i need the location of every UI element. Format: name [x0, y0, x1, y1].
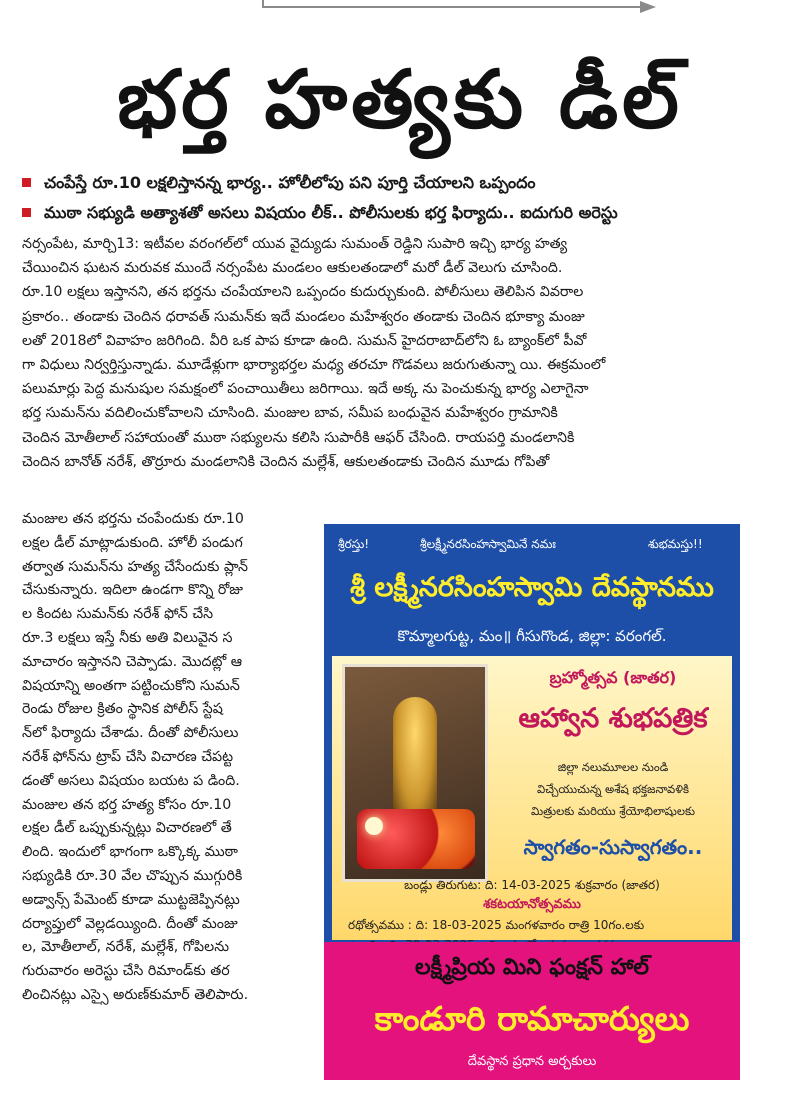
ad-event: బండ్లు తిరుగుట: ది: 14-03-2025 శుక్రవారం (జాతర) — [404, 878, 660, 892]
article-line: చెందిన బానోత్ నరేశ్, తొర్రూరు మండలానికి చెందిన మల్లేశ్, ఆకులతండాకు చెందిన మూడు గోపితో — [22, 453, 550, 470]
headline: భర్త హత్యకు డీల్ — [117, 52, 683, 146]
subheadline-text: చంపేస్తే రూ.10 లక్షలిస్తానన్న భార్య.. హోలీలోపు పని పూర్తి చేయాలని ఒప్పందం — [44, 173, 536, 192]
subheadline-2 — [20, 198, 790, 228]
article-line: నర్సంపేట, మార్చి13: ఇటీవల వరంగల్‌లో యువ వైద్యుడు సుమంత్ రెడ్డిని సుపారి ఇచ్చి భార్య హత్య — [22, 236, 568, 252]
rule-line — [262, 6, 642, 8]
article-line: గా విధులు నిర్వర్తిస్తున్నాడు. మూడేళ్లుగా భార్యాభర్తల మధ్య తరచూ గొడవలు జరుగుతున్నా యి. ఈక్రమంలో — [22, 357, 606, 374]
page-top-rule — [0, 0, 800, 18]
article-line: లక్షల డీల్ మాట్లాడుకుంది. హోలీ పండుగ — [22, 534, 243, 551]
bullet-square-icon — [22, 178, 31, 187]
article-line: మంజుల తన భర్త హత్య కోసం రూ.10 — [22, 796, 232, 813]
article-line: ప్రకారం.. తండాకు చెందిన ధరావత్ సుమన్‌కు ఇదే మండలం మహేశ్వరం తండాకు చెందిన భూక్యా మంజు — [22, 308, 585, 325]
subheadlines — [20, 168, 790, 228]
article-line: మాచారం ఇస్తానని చెప్పాడు. మొదట్లో ఆ — [22, 653, 243, 670]
ad-temple-name: శ్రీ లక్ష్మీనరసింహస్వామి దేవస్థానము — [350, 572, 714, 603]
article-line: చేయించిన ఘటన మరువక ముందే నర్సంపేట మండలం ఆకులతండాలో మరో డీల్ వెలుగు చూసింది. — [22, 260, 563, 277]
ad-event: రథోత్సవము : ది: 18-03-2025 మంగళవారం రాత్రి 10గం.లకు — [348, 918, 645, 932]
article-line: అడ్వాన్స్ పేమెంట్ కూడా ముట్టజెప్పినట్లు — [22, 891, 240, 908]
article-body-column — [22, 508, 310, 1008]
article-line: భర్త సుమన్‌ను వదిలించుకోవాలని చూసింది. మంజుల బావ, సమీప బంధువైన మహేశ్వరం గ్రామానికి — [22, 405, 558, 422]
arrow-right-icon — [640, 1, 656, 13]
ad-welcome-line: జిల్లా నలుమూలల నుండి — [557, 760, 669, 774]
article-line: రూ.10 లక్షలు ఇస్తానని, తన భర్తను చంపేయాలని ఒప్పందం కుదుర్చుకుంది. పోలీసులు తెలిపిన వివరాల — [22, 284, 584, 301]
subheadline-1 — [20, 168, 790, 198]
ad-top-right: శుభమస్తు!! — [648, 537, 703, 551]
deity-photo — [342, 664, 488, 882]
ad-top-center: శ్రీలక్ష్మీనరసింహస్వామినే నమః — [420, 537, 556, 551]
ad-welcome-line: విచ్చేయుచున్న అశేష భక్తజనావళికి — [537, 782, 689, 796]
article-line: సభ్యుడికి రూ.30 వేల చొప్పున ముగ్గురికి — [22, 867, 243, 884]
article-line: లింది. ఇందులో భాగంగా ఒక్కొక్క ముఠా — [22, 844, 238, 861]
temple-advertisement — [324, 524, 740, 1080]
bullet-square-icon — [22, 208, 31, 217]
ad-priest-role: దేవస్థాన ప్రధాన అర్చకులు — [467, 1054, 597, 1069]
deity-idol-icon — [393, 697, 437, 817]
article-line: డంతో అసలు విషయం బయట ప డింది. — [22, 772, 240, 789]
article-line: లతో 2018లో వివాహం జరిగింది. వీరి ఒక పాప కూడా ఉంది. సుమన్ హైదరాబాద్‌లోని ఓ బ్యాంక్‌లో పీవో — [22, 332, 587, 349]
article-line: ల కిందట సుమన్‌కు నరేశ్ ఫోన్ చేసి — [22, 606, 214, 623]
ad-welcome-line: మిత్రులకు మరియు శ్రేయోభిలాషులకు — [531, 804, 695, 818]
lamp-icon — [365, 817, 383, 835]
ad-invitation-title: ఆహ్వాన శుభపత్రిక — [518, 703, 708, 734]
article-line: చెందిన మోతీలాల్ సహాయంతో ముఠా సభ్యులను కలిసి సుపారీకి ఆఫర్ చేసింది. రాయపర్తి మండలానికి — [22, 429, 575, 446]
article-line: న్‌లో ఫిర్యాదు చేశాడు. దీంతో పోలీసులు — [22, 725, 239, 742]
article-line: నరేశ్ ఫోన్‌ను ట్రాప్ చేసి విచారణ చేపట్ట — [22, 748, 234, 765]
article-line: మంజుల తన భర్తను చంపేందుకు రూ.10 — [22, 511, 244, 527]
article-body-top — [22, 232, 780, 474]
article-line: తర్వాత సుమన్‌ను హత్య చేసేందుకు ప్లాన్ — [22, 558, 248, 575]
subheadline-text: ముఠా సభ్యుడి అత్యాశతో అసలు విషయం లీక్.. పోలీసులకు భర్త ఫిర్యాదు.. ఐదుగురి అరెస్టు — [44, 203, 618, 222]
ad-address: కొమ్మాలగుట్ట, మం॥ గీసుగొండ, జిల్లా: వరంగల్. — [397, 627, 667, 645]
ad-function-hall: లక్ష్మీప్రియ మిని ఫంక్షన్ హాల్ — [414, 955, 649, 980]
article-line: చేసుకున్నారు. ఇదిలా ఉండగా కొన్ని రోజు — [22, 582, 244, 599]
article-line: ల, మోతీలాల్, నరేశ్, మల్లేశ్, గోపిలను — [22, 939, 230, 956]
article-line: లించినట్లు ఎస్సై అరుణ్‌కుమార్ తెలిపారు. — [22, 986, 249, 1003]
article-line: రూ.3 లక్షలు ఇస్తే నీకు అతి విలువైన స — [22, 629, 233, 646]
ad-invitation-panel — [332, 656, 732, 940]
article-line: రెండు రోజుల క్రితం స్థానిక పోలీస్ స్టేష — [22, 701, 223, 718]
ad-event: శకటయానోత్సవము — [483, 897, 581, 912]
article-line: గురువారం అరెస్టు చేసి రిమాండ్‌కు తర — [22, 963, 230, 980]
ad-top-left: శ్రీరస్తు! — [338, 537, 370, 551]
article-line: పలుమార్లు పెద్ద మనుషుల సమక్షంలో పంచాయితీలు జరిగాయి. ఇదే అక్క ను పెంచుకున్న భార్య ఎలాగైనా — [22, 381, 589, 398]
article-line: విషయాన్ని అంతగా పట్టించుకోని సుమన్ — [22, 677, 240, 694]
article-line: దర్యాప్తులో వెల్లడయ్యింది. దీంతో మంజు — [22, 915, 238, 932]
ad-greeting: స్వాగతం-సుస్వాగతం.. — [523, 835, 703, 859]
ad-festival: బ్రహ్మోత్సవ (జాతర) — [549, 668, 677, 687]
ad-priest-name: కాండూరి రామాచార్యులు — [374, 999, 690, 1038]
ad-sponsor-panel — [324, 942, 740, 1080]
article-line: లక్షల డీల్ ఒప్పుకున్నట్లు విచారణలో తే — [22, 820, 232, 837]
